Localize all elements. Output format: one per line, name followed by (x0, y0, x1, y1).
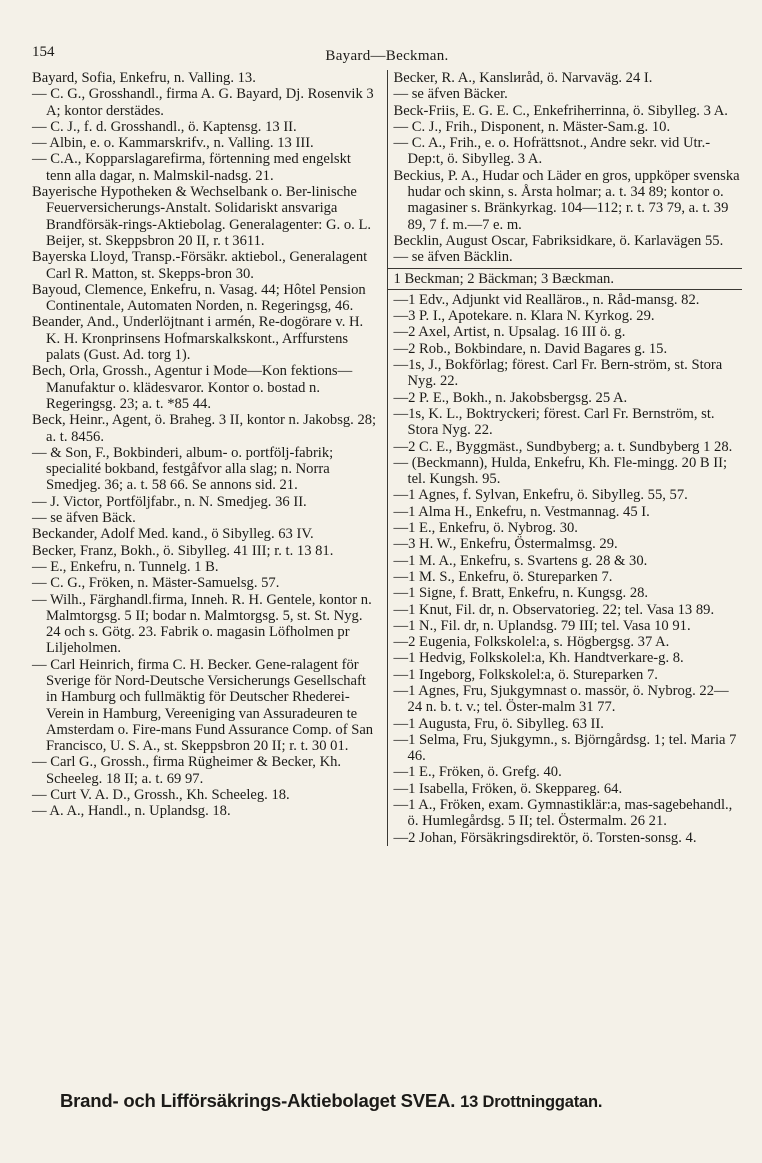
directory-entry: — (Beckmann), Hulda, Enkefru, Kh. Fle-mingg. 20 B II; tel. Kungsh. 95. (393, 454, 728, 488)
advert-footer (60, 1090, 720, 1112)
left-column (32, 70, 379, 846)
cross-reference: 1 Beckman; 2 Bäckman; 3 Bæckman. (393, 270, 614, 287)
advert-address: 13 Drottninggatan. (460, 1093, 603, 1111)
directory-entry: Becker, Franz, Bokh., ö. Sibylleg. 41 III; r. t. 13 81. (32, 542, 334, 559)
section-rule (388, 289, 742, 290)
directory-entry: — C. G., Fröken, n. Mäster-Samuelsg. 57. (32, 575, 280, 592)
directory-entry: — Albin, e. o. Kammarskrifv., n. Valling. 13 III. (32, 135, 314, 152)
directory-entry: — A. A., Handl., n. Uplandsg. 18. (32, 803, 231, 820)
directory-entry: — & Son, F., Bokbinderi, album- o. portfölj-fabrik; specialité bokband, festgåfvor alla slag; n. Norra Smedjeg. 36; a. t. 58 66. Se annons sid. 21. (32, 444, 334, 494)
directory-entry: —3 H. W., Enkefru, Östermalmsg. 29. (393, 536, 618, 553)
directory-entry: —1 E., Fröken, ö. Grefg. 40. (393, 764, 562, 781)
directory-entry: —1 Ingeborg, Folkskolel:a, ö. Stureparken 7. (393, 666, 658, 683)
section-rule (388, 268, 742, 269)
directory-entry: —2 Johan, Försäkringsdirektör, ö. Torsten-sonsg. 4. (393, 829, 697, 846)
directory-entry: — C. J., Frih., Disponent, n. Mäster-Sam.g. 10. (393, 118, 671, 135)
directory-entry: Bayard, Sofia, Enkefru, n. Valling. 13. (32, 70, 256, 86)
directory-entry: —1 Agnes, f. Sylvan, Enkefru, ö. Sibylleg. 55, 57. (393, 487, 688, 504)
directory-entry: —1 Augusta, Fru, ö. Sibylleg. 63 II. (393, 715, 604, 732)
directory-entry: —1 Signe, f. Bratt, Enkefru, n. Kungsg. 28. (393, 585, 649, 602)
directory-entry: — Curt V. A. D., Grossh., Kh. Scheeleg. 18. (32, 787, 290, 804)
directory-entry: — Carl G., Grossh., firma Rügheimer & Becker, Kh. Scheeleg. 18 II; a. t. 69 97. (32, 754, 342, 787)
directory-entry: —1 M. A., Enkefru, s. Svartens g. 28 & 30. (393, 552, 648, 569)
directory-entry: — C. J., f. d. Grosshandl., ö. Kaptensg. 13 II. (32, 118, 297, 135)
directory-entry: — Carl Heinrich, firma C. H. Becker. Gene-ralagent för Sverige för Nord-Deutsche Versicherungs Gesellschaft in Hamburg och fullmäktig för Deutscher Rhederei-Verein in Hamburg, Vereeniging van Assuradeuren te Amsterdam o. Fire-mans Fund Assurance Comp. of San Francisco, U. S. A., st. Skeppsbron 20 II; r. t. 30 01. (32, 656, 374, 755)
directory-entry: — E., Enkefru, n. Tunnelg. 1 B. (32, 558, 219, 575)
directory-entry: — C. A., Frih., e. o. Hofrättsnot., Andre sekr. vid Utr.-Dep:t, ö. Sibylleg. 3 A. (393, 135, 711, 168)
directory-entry: —1 Edv., Adjunkt vid Realläroв., n. Råd-mansg. 82. (393, 291, 700, 308)
advert-text: Brand- och Lifförsäkrings-Aktiebolaget SVEA. (60, 1090, 456, 1111)
directory-entry: Beckander, Adolf Med. kand., ö Sibylleg. 63 IV. (32, 526, 314, 543)
right-column (387, 70, 742, 846)
directory-entry: —1 Knut, Fil. dr, n. Observatorieg. 22; tel. Vasa 13 89. (393, 601, 715, 618)
directory-entry: — C.A., Kopparslagarefirma, förtenning med engelskt tenn alla dagar, n. Malmskil-nadsg. 21. (32, 151, 351, 184)
directory-entry: Beck, Heinr., Agent, ö. Braheg. 3 II, kontor n. Jakobsg. 28; a. t. 8456. (32, 412, 377, 445)
directory-entry: —1s, K. L., Boktryckeri; förest. Carl Fr. Bernström, st. Stora Nyg. 22. (393, 405, 715, 439)
directory-entry: —2 Axel, Artist, n. Upsalag. 16 III ö. g. (393, 324, 626, 341)
directory-entry: — se äfven Bäcker. (393, 86, 508, 103)
directory-entry: —1 E., Enkefru, ö. Nybrog. 30. (393, 520, 578, 537)
directory-entry: Bayoud, Clemence, Enkefru, n. Vasag. 44; Hôtel Pension Continentale, Automaten Norden, n. Regeringsg, 46. (32, 281, 366, 315)
directory-entry: —1 Selma, Fru, Sjukgymn., s. Björngårdsg. 1; tel. Maria 7 46. (393, 731, 737, 765)
directory-entry: Beckius, P. A., Hudar och Läder en gros, uppköper svenska hudar och skinn, s. Årsta holmar; a. t. 34 89; kontor o. magasiner s. Bränkyrkag. 104—112; r. t. 73 79, a. t. 39 89, 7 f. m.—7 e. m. (393, 167, 740, 233)
directory-entry: —1 Agnes, Fru, Sjukgymnast o. massör, ö. Nybrog. 22—24 n. b. t. v.; tel. Öster-malm 31 77. (393, 682, 729, 716)
directory-entry: —1 Hedvig, Folkskolel:a, Kh. Handtverkare-g. 8. (393, 650, 684, 667)
directory-entry: Beck-Friis, E. G. E. C., Enkefriherrinna, ö. Sibylleg. 3 A. (393, 102, 728, 119)
directory-entry: —2 P. E., Bokh., n. Jakobsbergsg. 25 A. (393, 389, 628, 406)
directory-entry: —1 Isabella, Fröken, ö. Skeppareg. 64. (393, 780, 623, 797)
directory-entry: Bayerska Lloyd, Transp.-Försäkr. aktiebol., Generalagent Carl R. Matton, st. Skepps-bron 30. (32, 249, 368, 282)
directory-entry: — Wilh., Färghandl.firma, Inneh. R. H. Gentele, kontor n. Malmtorgsg. 5 II; bodar n. Malmtorgsg. 5, st. St. Nyg. 24 och s. Götg. 23. Fabrik o. magasin Löfholmen pr Liljeholmen. (32, 591, 372, 657)
directory-entry: —2 Rob., Bokbindare, n. David Bagares g. 15. (393, 340, 668, 357)
directory-entry: —3 P. I., Apotekare. n. Klara N. Kyrkog. 29. (393, 308, 655, 325)
directory-entry: Becker, R. A., Kanslиråd, ö. Narvaväg. 24 I. (393, 70, 653, 86)
directory-entry: —2 Eugenia, Folkskolel:a, s. Högbergsg. 37 A. (393, 634, 670, 651)
directory-entry: — C. G., Grosshandl., firma A. G. Bayard, Dj. Rosenvik 3 A; kontor derstädes. (32, 86, 374, 119)
directory-entry: — se äfven Bäcklin. (393, 249, 513, 266)
entry-columns (32, 70, 742, 846)
directory-entry: Bayerische Hypotheken & Wechselbank o. Ber-linische Feuerversicherungs-Anstalt. Solidariskt ansvariga Brandförsäk-rings-Aktiebolag. Generalagenter: G. o. L. Beijer, st. Skeppsbron 20 II, r. t 3611. (32, 184, 372, 249)
directory-entry: —2 C. E., Byggmäst., Sundbyberg; a. t. Sundbyberg 1 28. (393, 438, 733, 455)
directory-entry: —1s, J., Bokförlag; förest. Carl Fr. Bern-ström, st. Stora Nyg. 22. (393, 357, 723, 390)
page-header (32, 44, 742, 70)
directory-entry: —1 Alma H., Enkefru, n. Vestmannag. 45 I. (393, 503, 650, 520)
directory-entry: —1 M. S., Enkefru, ö. Stureparken 7. (393, 568, 613, 585)
directory-entry: — J. Victor, Portföljfabr., n. N. Smedjeg. 36 II. (32, 493, 307, 510)
directory-entry: — se äfven Bäck. (32, 510, 136, 527)
directory-entry: —1 N., Fil. dr, n. Uplandsg. 79 III; tel. Vasa 10 91. (393, 617, 691, 634)
directory-entry: —1 A., Fröken, exam. Gymnastiklär:a, mas-sagebehandl., ö. Humlegårdsg. 5 II; tel. Östermalm. 26 21. (393, 797, 733, 830)
directory-entry: Bech, Orla, Grossh., Agentur i Mode—Kon fektions—Manufaktur o. klädesvaror. Kontor o. bostad n. Regeringsg. 23; a. t. *85 44. (32, 363, 353, 412)
page-number: 154 (32, 44, 55, 60)
directory-entry: Beander, And., Underlöjtnant i armén, Re-dogörare v. H. K. H. Kronprinsens Hofmarskalkskont., Arffurstens palats (Gust. Ad. torg 1). (32, 314, 364, 364)
directory-entry: Becklin, August Oscar, Fabriksidkare, ö. Karlavägen 55. (393, 232, 724, 249)
running-head: Bayard—Beckman. (325, 48, 449, 64)
